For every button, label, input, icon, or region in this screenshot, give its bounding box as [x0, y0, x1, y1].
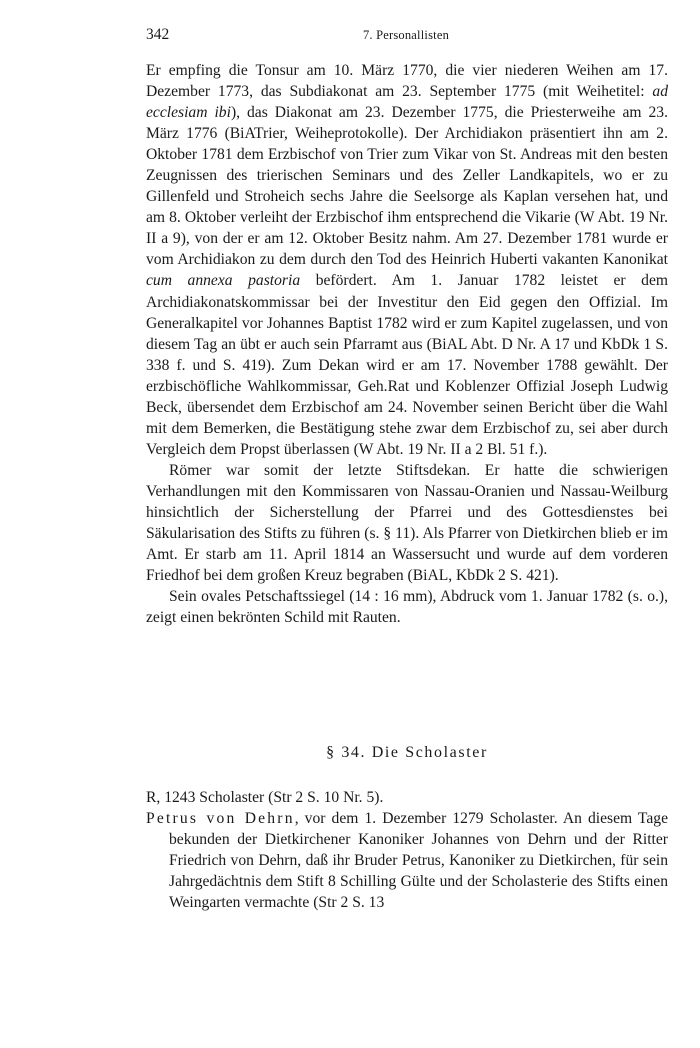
body-text [146, 60, 668, 628]
paragraph-2: Römer war somit der letzte Stiftsdekan. Er hatte die schwierigen Verhandlungen mit den Kommissaren von Nassau-Oranien und Nassau-Weilburg hinsichtlich der Sicherstellung der Pfarrei und des Gottesdienstes bei Säkularisation des Stifts zu führen (s. § 11). Als Pfarrer von Dietkirchen blieb er im Amt. Er starb am 11. April 1814 an Wassersucht und wurde auf dem vorderen Friedhof bei dem großen Kreuz begraben (BiAL, KbDk 2 S. 421). [146, 461, 668, 585]
paragraph-1 [146, 60, 668, 460]
entry-name: Petrus von Dehrn [146, 810, 295, 828]
page-number: 342 [146, 26, 170, 43]
italic-latin-phrase: cum annexa pastoria [146, 272, 301, 290]
entry-list [146, 787, 668, 913]
section-heading: § 34. Die Scholaster [326, 744, 488, 761]
italic-latin-phrase: ad ecclesiam ibi [146, 83, 668, 122]
list-item [146, 808, 668, 913]
running-head [146, 26, 666, 48]
paragraph-3: Sein ovales Petschaftssiegel (14 : 16 mm), Abdruck vom 1. Januar 1782 (s. o.), zeigt einen bekrönten Schild mit Rauten. [146, 588, 668, 627]
chapter-title: 7. Personallisten [362, 28, 450, 42]
list-item: R, 1243 Scholaster (Str 2 S. 10 Nr. 5). [146, 789, 384, 806]
paragraph-1-part-3: befördert. Am 1. Januar 1782 leistet er dem Archidiakonatskommissar bei der Investitur den Eid gegen den Offizial. Im Generalkapitel vor Johannes Baptist 1782 wird er zum Kapitel zugelassen, und von diesem Tag an übt er auch sein Pfarramt aus (BiAL Abt. D Nr. A 17 und KbDk 1 S. 338 f. und S. 419). Zum Dekan wird er am 17. November 1788 gewählt. Der erzbischöfliche Wahlkommissar, Geh.Rat und Koblenzer Offizial Joseph Ludwig Beck, übersendet dem Erzbischof am 24. November seinen Bericht über die Wahl mit dem Bemerken, die Bestätigung stehe zwar dem Erzbischof zu, sei aber durch Vergleich dem Propst überlassen (W Abt. 19 Nr. II a 2 Bl. 51 f.). [146, 272, 669, 458]
paragraph-1-part-1: Er empfing die Tonsur am 10. März 1770, die vier niederen Weihen am 17. Dezember 1773, das Subdiakonat am 23. September 1775 (mit Weihetitel: [146, 62, 668, 101]
paragraph-1-part-2: ), das Diakonat am 23. Dezember 1775, die Priesterweihe am 23. März 1776 (BiATrier, Weiheprotokolle). Der Archidiakon präsentiert ihn am 2. Oktober 1781 dem Erzbischof von Trier zum Vikar von St. Andreas mit den besten Zeugnissen des trierischen Seminars und des Zeller Landkapitels, wo er zu Gillenfeld und Stroheich sechs Jahre die Seelsorge als Kaplan versehen hat, und am 8. Oktober verleiht der Erzbischof ihm entsprechend die Vikarie (W Abt. 19 Nr. II a 9), von der er am 12. Oktober Besitz nahm. Am 27. Dezember 1781 wurde er vom Archidiakon zu dem durch den Tod des Heinrich Huberti vakanten Kanonikat [146, 104, 668, 269]
entry-text: , vor dem 1. Dezember 1279 Scholaster. An diesem Tage bekunden der Dietkirchener Kanoniker Johannes von Dehrn und der Ritter Friedrich von Dehrn, daß ihr Bruder Petrus, Kanoniker zu Dietkirchen, für sein Jahrgedächtnis dem Stift 8 Schilling Gülte und der Scholasterie des Stifts einen Weingarten vermachte (Str 2 S. 13 [169, 810, 668, 912]
